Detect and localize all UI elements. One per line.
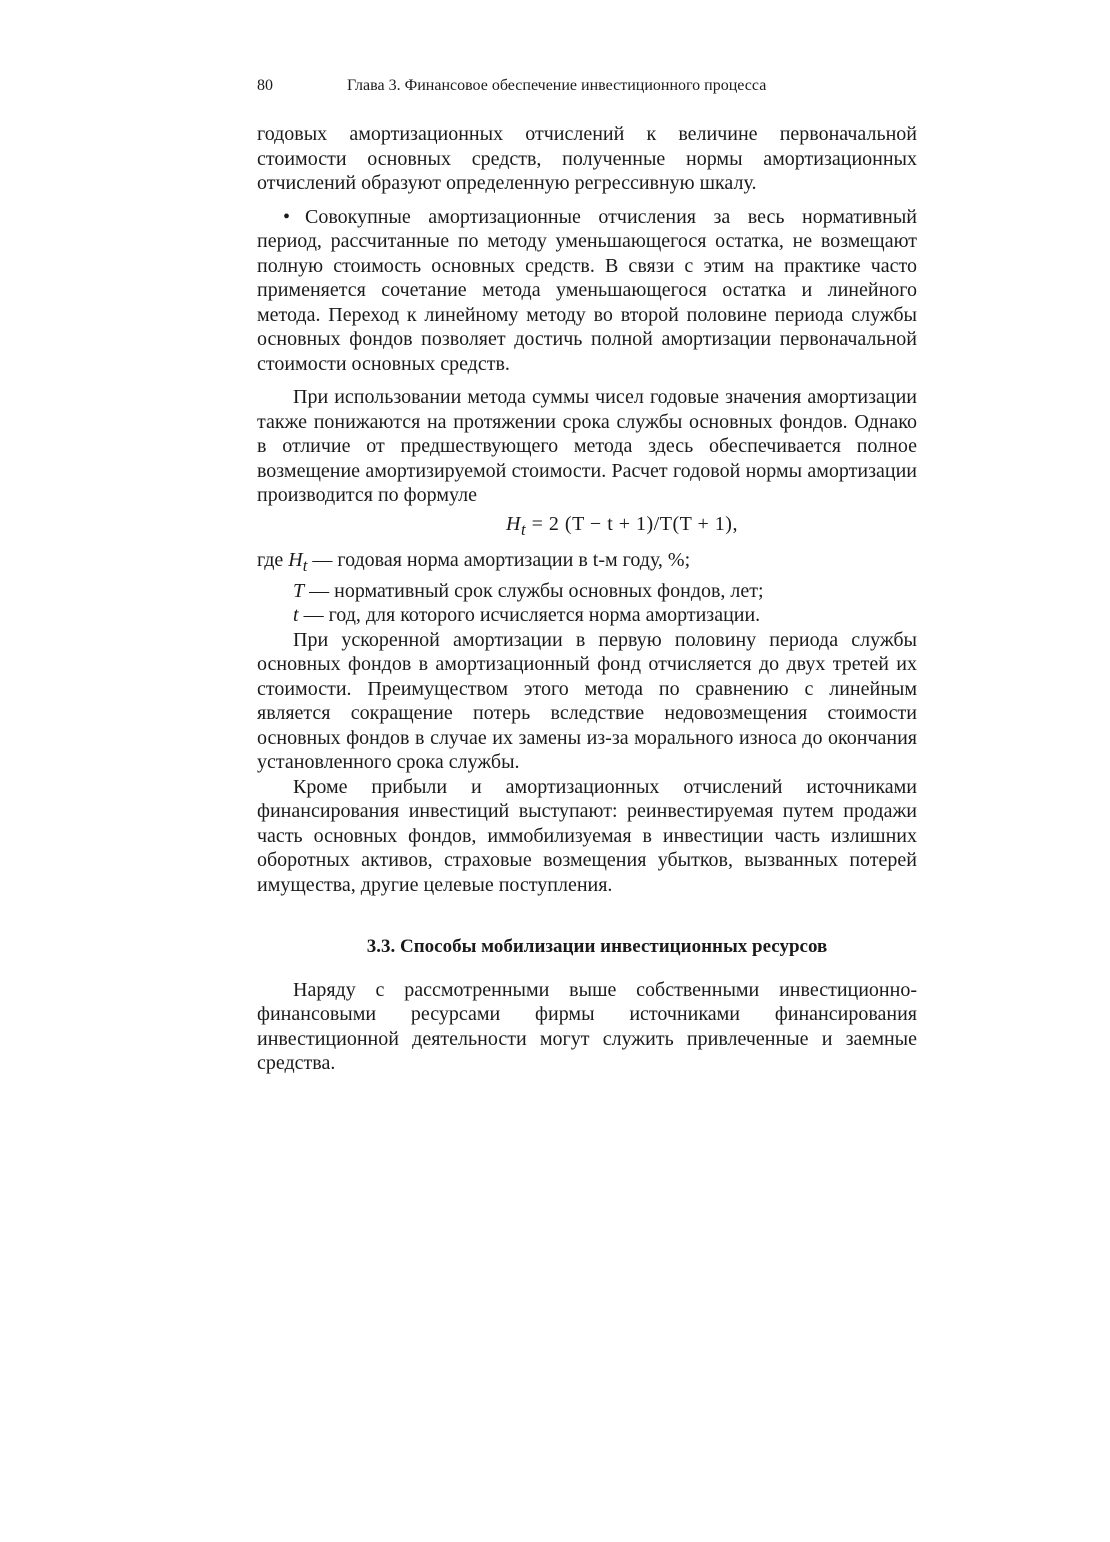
book-page	[257, 72, 917, 1076]
bullet-mark: •	[283, 205, 291, 228]
chapter-title: Глава 3. Финансовое обеспечение инвестиционного процесса	[347, 77, 767, 94]
definition-h	[257, 548, 917, 579]
definition-var-T: T	[293, 579, 305, 602]
formula-var: H	[506, 512, 521, 535]
paragraph-1: годовых амортизационных отчислений к величине первоначальной стоимости основных средств, полученные нормы амортизационных отчислений образуют определенную регрессивную шкалу.	[257, 123, 917, 194]
definition-sub-t: t	[302, 556, 308, 575]
depreciation-formula	[257, 512, 917, 543]
paragraph-2: Совокупные амортизационные отчисления за весь нормативный период, рассчитанные по методу уменьшающегося остатка, не возмещают полную стоимость основных средств. В связи с этим на практике часто применяется сочетание метода уменьшающегося остатка и линейного метода. Переход к линейному методу во второй половине периода службы основных фондов позволяет достичь полной амортизации первоначальной стоимости основных средств.	[257, 205, 917, 375]
paragraph-4: При ускоренной амортизации в первую половину периода службы основных фондов в амортизационный фонд отчисляется до двух третей их стоимости. Преимуществом этого метода по сравнению с линейным является сокращение потерь вследствие недовозмещения стоимости основных фондов в случае их замены из-за морального износа до окончания установленного срока службы.	[257, 628, 917, 773]
definition-t-text: — год, для которого исчисляется норма амортизации.	[298, 604, 761, 626]
bullet-paragraph	[257, 205, 917, 377]
formula-sub: t	[521, 519, 527, 539]
paragraph-3: При использовании метода суммы чисел годовые значения амортизации также понижаются на протяжении срока службы основных фондов. Однако в отличие от предшествующего метода здесь обеспечивается полное возмещение амортизируемой стоимости. Расчет годовой нормы амортизации производится по формуле	[257, 386, 917, 506]
definition-h-text: — годовая норма амортизации в t-м году, %;	[307, 549, 691, 571]
definition-t	[257, 603, 917, 628]
formula-rest: = 2 (T − t + 1)/T(T + 1),	[526, 512, 738, 535]
paragraph-5: Кроме прибыли и амортизационных отчислений источниками финансирования инвестиций выступают: реинвестируемая путем продажи часть основных фондов, иммобилизуемая в инвестиции часть излишних оборотных активов, страховые возмещения убытков, вызванных потерей имущества, другие целевые поступления.	[257, 775, 917, 896]
running-head	[257, 72, 917, 100]
paragraph-6: Наряду с рассмотренными выше собственными инвестиционно-финансовыми ресурсами фирмы источниками финансирования инвестиционной деятельности могут служить привлеченные и заемные средства.	[257, 978, 917, 1074]
section-heading: 3.3. Способы мобилизации инвестиционных ресурсов	[366, 936, 828, 957]
page-body	[257, 122, 917, 1076]
definition-var-h: H	[288, 549, 303, 571]
definition-prefix: где	[257, 549, 289, 571]
definition-T-text: — нормативный срок службы основных фондов, лет;	[304, 579, 764, 602]
definition-T	[257, 579, 917, 604]
definition-var-t: t	[293, 604, 299, 626]
page-number: 80	[257, 77, 273, 94]
